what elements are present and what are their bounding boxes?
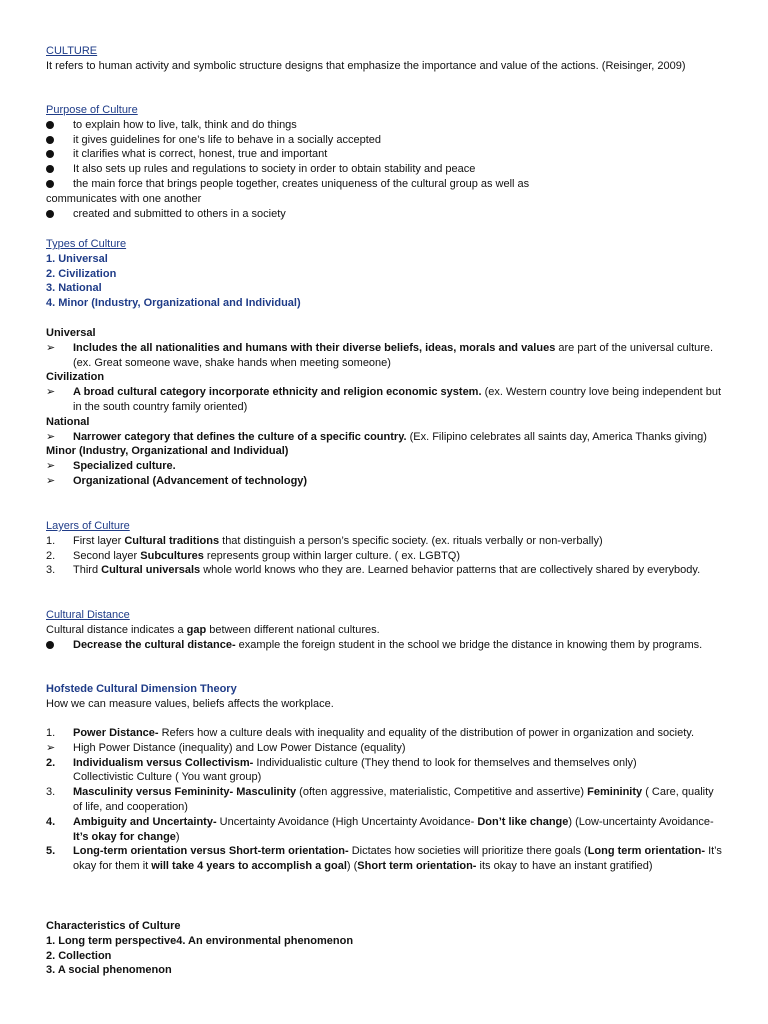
bullet-icon xyxy=(46,150,54,158)
distance-intro: Cultural distance indicates a gap between different national cultures. xyxy=(46,623,380,636)
purpose-item: It also sets up rules and regulations to society in order to obtain stability and peace xyxy=(46,162,724,177)
hofstede-title: Hofstede Cultural Dimension Theory xyxy=(46,683,237,695)
bullet-icon xyxy=(46,165,54,173)
layers-title: Layers of Culture xyxy=(46,520,130,532)
bullet-icon xyxy=(46,641,54,649)
dimension-sub-item: ➢ High Power Distance (inequality) and Low Power Distance (equality) xyxy=(46,741,406,754)
purpose-item: created and submitted to others in a society xyxy=(46,207,724,222)
culture-title: CULTURE xyxy=(46,45,98,57)
types-item: 2. Civilization xyxy=(46,267,117,280)
distance-title: Cultural Distance xyxy=(46,609,130,621)
dimension-sub-item: Collectivistic Culture ( You want group) xyxy=(73,771,262,784)
distance-section xyxy=(46,608,724,652)
civilization-item: ➢ A broad cultural category incorporate ethnicity and religion economic system. (ex. Western country love being independent but in the south country family oriented) xyxy=(46,386,722,413)
arrow-bullet-icon: ➢ xyxy=(46,341,56,354)
types-title: Types of Culture xyxy=(46,238,127,250)
types-section xyxy=(46,237,724,311)
types-item: 4. Minor (Industry, Organizational and Individual) xyxy=(46,297,301,310)
culture-definition: It refers to human activity and symbolic structure designs that emphasize the importance and value of the actions. (Reisinger, 2009) xyxy=(46,59,686,72)
bullet-icon xyxy=(46,136,54,144)
characteristics-row: 1. Long term perspective 4. An environmental phenomenon xyxy=(46,934,354,947)
bullet-icon xyxy=(46,210,54,218)
purpose-continuation: communicates with one another xyxy=(46,192,202,205)
hofstede-intro: How we can measure values, beliefs affects the workplace. xyxy=(46,697,334,710)
universal-item: ➢ Includes the all nationalities and humans with their diverse beliefs, ideas, morals and values are part of the universal culture. (ex. Great someone wave, shake hands when meeting someone) xyxy=(46,341,714,369)
universal-heading: Universal xyxy=(46,327,96,339)
purpose-item: it gives guidelines for one’s life to behave in a socially accepted xyxy=(46,133,724,148)
arrow-bullet-icon: ➢ xyxy=(46,430,56,443)
layers-item: 2. Second layer Subcultures represents group within larger culture. ( ex. LGBTQ) xyxy=(46,549,461,562)
culture-types-details xyxy=(46,326,724,489)
types-item: 1. Universal xyxy=(46,252,108,265)
layers-item: 3. Third Cultural universals whole world knows who they are. Learned behavior patterns that are collectively shared by everybody. xyxy=(46,564,701,577)
national-heading: National xyxy=(46,415,90,428)
bullet-icon xyxy=(46,121,54,129)
arrow-bullet-icon: ➢ xyxy=(46,474,56,487)
arrow-bullet-icon: ➢ xyxy=(46,386,56,399)
national-item: ➢ Narrower category that defines the culture of a specific country. (Ex. Filipino celebrates all saints day, America Thanks giving) xyxy=(46,430,707,443)
hofstede-dimensions xyxy=(46,726,724,874)
dimension-item: 4. Ambiguity and Uncertainty- Uncertainty Avoidance (High Uncertainty Avoidance- Don’t like change) (Low-uncertainty Avoidance- It’s okay for change) xyxy=(46,815,714,843)
minor-item: ➢ Specialized culture. xyxy=(46,460,176,473)
layers-item: 1. First layer Cultural traditions that distinguish a person’s specific society. (ex. rituals verbally or non-verbally) xyxy=(46,534,603,547)
purpose-item: the main force that brings people together, creates uniqueness of the cultural group as well as xyxy=(46,177,724,192)
arrow-bullet-icon: ➢ xyxy=(46,741,56,754)
hofstede-section xyxy=(46,682,724,712)
culture-section xyxy=(46,44,724,74)
minor-item: ➢ Organizational (Advancement of technology) xyxy=(46,474,308,487)
purpose-item: it clarifies what is correct, honest, true and important xyxy=(46,147,724,162)
types-item: 3. National xyxy=(46,282,102,295)
layers-section xyxy=(46,519,724,578)
purpose-section xyxy=(46,103,724,221)
characteristics-title: Characteristics of Culture xyxy=(46,920,181,932)
purpose-item: to explain how to live, talk, think and do things xyxy=(46,118,724,133)
minor-heading: Minor (Industry, Organizational and Individual) xyxy=(46,445,289,458)
characteristics-item: 3. A social phenomenon xyxy=(46,964,172,977)
dimension-item: 2. Individualism versus Collectivism- Individualistic culture (They thend to look for themselves and themselves only) xyxy=(46,756,637,769)
dimension-item: 3. Masculinity versus Femininity- Masculinity (often aggressive, materialistic, Competitive and assertive) Femininity ( Care, quality of life, and cooperation) xyxy=(46,786,714,813)
bullet-icon xyxy=(46,180,54,188)
dimension-item: 1. Power Distance- Refers how a culture deals with inequality and equality of the distribution of power in organization and society. xyxy=(46,727,695,739)
characteristics-item: 2. Collection xyxy=(46,949,112,962)
characteristics-section xyxy=(46,919,724,978)
dimension-item: 5. Long-term orientation versus Short-term orientation- Dictates how societies will prioritize there goals (Long term orientation- It’s okay for them it will take 4 years to accomplish a goal) (Short term orientation- its okay to have an instant gratified) xyxy=(46,845,722,873)
arrow-bullet-icon: ➢ xyxy=(46,460,56,473)
purpose-title: Purpose of Culture xyxy=(46,104,138,116)
civilization-heading: Civilization xyxy=(46,371,105,384)
distance-item: Decrease the cultural distance- example the foreign student in the school we bridge the distance in knowing them by programs. xyxy=(46,638,724,653)
